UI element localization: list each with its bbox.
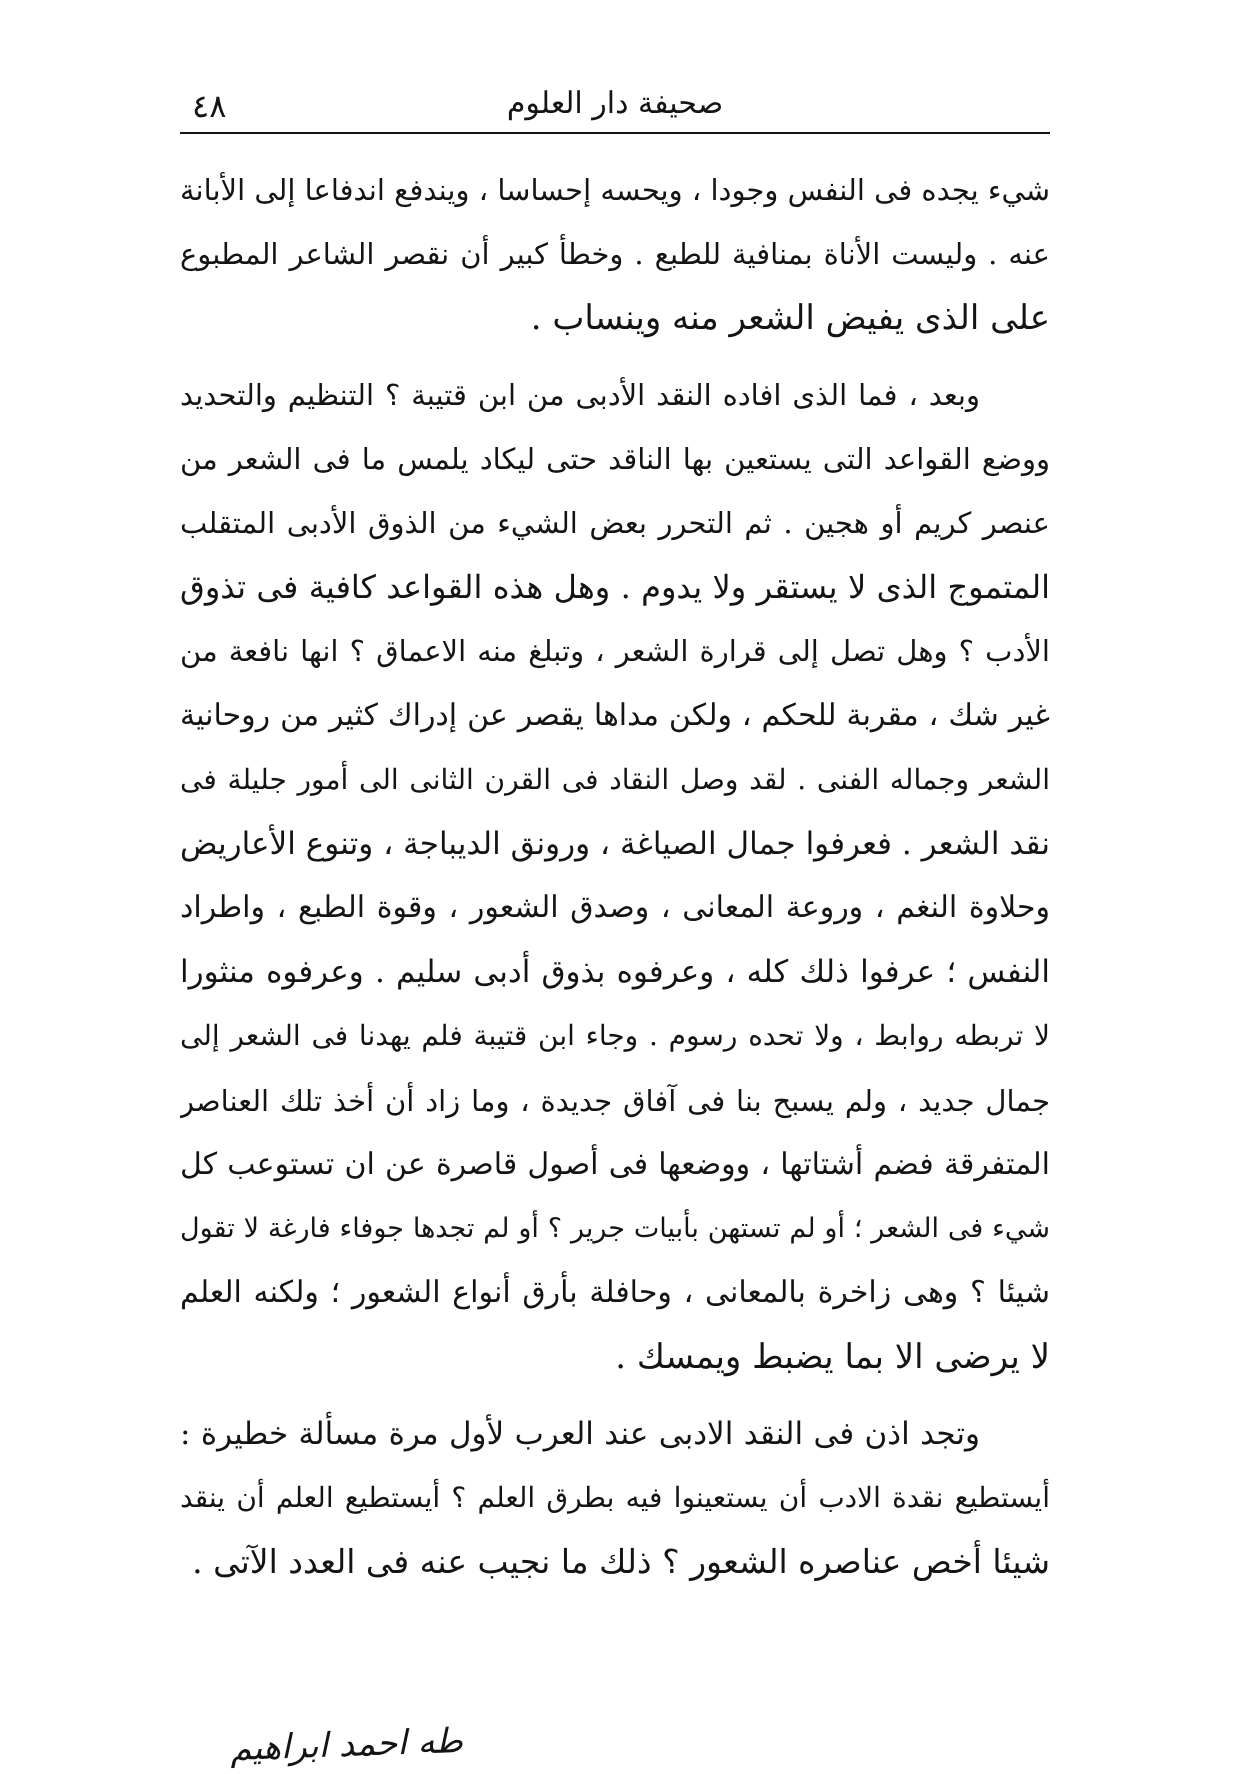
- page-header: [180, 80, 1050, 132]
- paragraph-3: [180, 1402, 1050, 1595]
- text-line: الشعر وجماله الفنى . لقد وصل النقاد فى القرن الثانى الى أمور جليلة فى: [180, 762, 1050, 796]
- text-line: وتجد اذن فى النقد الادبى عند العرب لأول مرة مسألة خطيرة :: [180, 1415, 980, 1452]
- document-page: [180, 80, 1050, 1770]
- page-number: ٤٨: [192, 87, 227, 125]
- text-line: لا يرضى الا بما يضبط ويمسك .: [615, 1337, 1050, 1378]
- body-text: [180, 158, 1050, 1606]
- text-line: جمال جديد ، ولم يسبح بنا فى آفاق جديدة ، وما زاد أن أخذ تلك العناصر: [180, 1083, 1050, 1118]
- text-line: نقد الشعر . فعرفوا جمال الصياغة ، ورونق الديباجة ، وتنوع الأعاريض: [180, 825, 1050, 862]
- text-line: أيستطيع نقدة الادب أن يستعينوا فيه بطرق العلم ؟ أيستطيع العلم أن ينقد: [180, 1480, 1050, 1514]
- text-line: النفس ؛ عرفوا ذلك كله ، وعرفوه بذوق أدبى سليم . وعرفوه منثورا: [180, 954, 1050, 991]
- text-line: لا تربطه روابط ، ولا تحده رسوم . وجاء ابن قتيبة فلم يهدنا فى الشعر إلى: [180, 1019, 1050, 1053]
- header-rule: [180, 132, 1050, 134]
- text-line: شيء فى الشعر ؛ أو لم تستهن بأبيات جرير ؟ أو لم تجدها جوفاء فارغة لا تقول: [180, 1213, 1050, 1244]
- text-line: المتفرقة فضم أشتاتها ، ووضعها فى أصول قاصرة عن ان تستوعب كل: [180, 1146, 1050, 1182]
- text-line: وحلاوة النغم ، وروعة المعانى ، وصدق الشعور ، وقوة الطبع ، واطراد: [180, 890, 1050, 926]
- text-line: غير شك ، مقربة للحكم ، ولكن مداها يقصر عن إدراك كثير من روحانية: [180, 697, 1050, 733]
- paragraph-1: [180, 158, 1050, 351]
- text-line: المتموج الذى لا يستقر ولا يدوم . وهل هذه القواعد كافية فى تذوق: [180, 568, 1050, 607]
- journal-title: صحيفة دار العلوم: [506, 86, 724, 121]
- text-line: وبعد ، فما الذى افاده النقد الأدبى من ابن قتيبة ؟ التنظيم والتحديد: [180, 377, 980, 412]
- text-line: الأدب ؟ وهل تصل إلى قرارة الشعر ، وتبلغ منه الاعماق ؟ انها نافعة من: [180, 634, 1050, 669]
- paragraph-2: [180, 363, 1050, 1390]
- text-line: ووضع القواعد التى يستعين بها الناقد حتى ليكاد يلمس ما فى الشعر من: [180, 441, 1050, 476]
- text-line: عنصر كريم أو هجين . ثم التحرر بعض الشيء من الذوق الأدبى المتقلب: [180, 505, 1050, 540]
- text-line: شيئا ؟ وهى زاخرة بالمعانى ، وحافلة بأرق أنواع الشعور ؛ ولكنه العلم: [180, 1275, 1050, 1311]
- text-line: على الذى يفيض الشعر منه وينساب .: [530, 298, 1050, 339]
- text-line: شيئا أخص عناصره الشعور ؟ ذلك ما نجيب عنه فى العدد الآتى .: [192, 1541, 1050, 1581]
- author-signature: طه احمد ابراهيم: [229, 1720, 464, 1770]
- text-line: شيء يجده فى النفس وجودا ، ويحسه إحساسا ، ويندفع اندفاعا إلى الأبانة: [180, 173, 1050, 207]
- text-line: عنه . وليست الأناة بمنافية للطبع . وخطأ كبير أن نقصر الشاعر المطبوع: [180, 237, 1050, 272]
